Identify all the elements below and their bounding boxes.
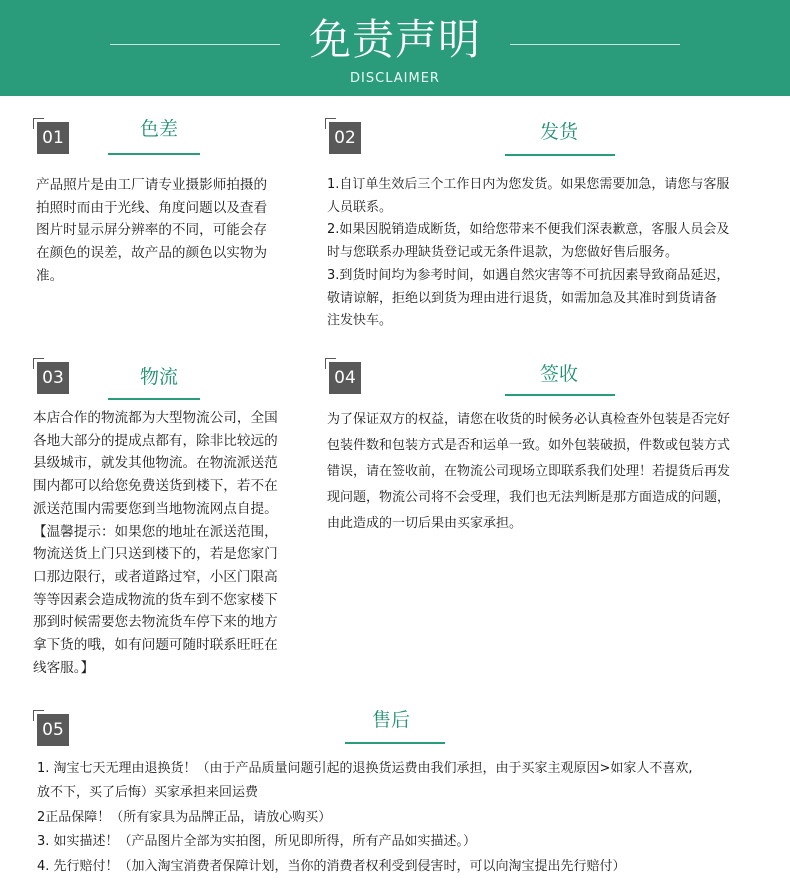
body-line: 人员联系。 [327, 199, 393, 215]
section-heading-underline [108, 153, 200, 155]
body-line: 在颜色的误差，故产品的颜色以实物为 [36, 245, 268, 262]
section-body-receipt [327, 407, 730, 537]
section-heading-logistics: 物流 [140, 366, 179, 388]
body-line: 敬请谅解，拒绝以到货为理由进行退货，如需加急及其准时到货请备 [327, 290, 718, 306]
body-line: 产品照片是由工厂请专业摄影师拍摄的 [36, 177, 268, 193]
body-line: 时与您联系办理缺货登记或无条件退款，为您做好售后服务。 [327, 245, 679, 261]
body-line: 物流送货上门只送到楼下的，若是您家门 [33, 546, 278, 563]
body-line: 2正品保障！（所有家具为品牌正品，请放心购买） [37, 809, 332, 825]
body-line: 等等因素会造成物流的货车到不您家楼下 [33, 591, 278, 608]
section-number-05: 05 [37, 714, 69, 746]
body-line: 现问题，物流公司将不会受理，我们也无法判断是那方面造成的问题， [327, 490, 731, 505]
section-number-04: 04 [329, 362, 361, 394]
body-line: 由此造成的一切后果由买家承担。 [327, 516, 523, 531]
body-line: 各地大部分的提成点都有，除非比较远的 [33, 432, 278, 449]
section-heading-underline [505, 394, 615, 396]
body-line: 错误，请在签收前，在物流公司现场立即联系我们处理！若提货后再发 [327, 464, 731, 479]
section-heading-shipping: 发货 [540, 121, 579, 143]
body-line: 4. 先行赔付！（加入淘宝消费者保障计划，当你的消费者权利受到侵害时，可以向淘宝提出先行赔付） [37, 858, 626, 874]
section-heading-color: 色差 [140, 118, 179, 140]
section-heading-underline [108, 398, 200, 400]
section-body-shipping [327, 174, 729, 333]
body-line: 注发快车。 [327, 313, 393, 329]
body-line: 包装件数和包装方式是否和运单一致。如外包装破损，件数或包装方式 [327, 438, 731, 453]
body-line: 3.到货时间均为参考时间，如遇自然灾害等不可抗因素导致商品延迟， [327, 267, 730, 283]
body-line: 本店合作的物流都为大型物流公司，全国 [33, 410, 278, 426]
body-line: 围内都可以给您免费送货到楼下，若不在 [33, 478, 278, 495]
body-line: 1.自订单生效后三个工作日内为您发货。如果您需要加急，请您与客服 [327, 177, 730, 192]
body-line: 拿下货的哦，如有问题可随时联系旺旺在 [33, 637, 278, 654]
page-subtitle: DISCLAIMER [350, 71, 440, 86]
section-number-01: 01 [37, 122, 69, 154]
body-line: 2.如果因脱销造成断货，如给您带来不便我们深表歉意，客服人员会及 [327, 222, 730, 238]
section-heading-underline [505, 154, 615, 156]
body-line: 那到时候需要您去物流货车停下来的地方 [33, 614, 278, 631]
section-body-logistics [33, 407, 278, 679]
body-line: 放不下，买了后悔）买家承担来回运费 [37, 785, 259, 801]
section-number-02: 02 [329, 122, 361, 154]
body-line: 县级城市，就发其他物流。在物流派送范 [33, 455, 278, 472]
body-line: 1. 淘宝七天无理由退换货！（由于产品质量问题引起的退换货运费由我们承担，由于买家主观原因>如家人不喜欢, [37, 761, 693, 776]
body-line: 派送范围内需要您到当地物流网点自提。 [33, 500, 278, 517]
body-line: 3. 如实描述！（产品图片全部为实拍图，所见即所得，所有产品如实描述。） [37, 834, 477, 850]
body-line: 线客服。】 [33, 659, 95, 676]
section-body-aftersales [37, 757, 693, 879]
body-line: 口那边限行，或者道路过窄，小区门限高 [33, 568, 278, 585]
body-line: 准。 [36, 267, 64, 284]
section-heading-underline [345, 742, 445, 744]
body-line: 为了保证双方的权益，请您在收货的时候务必认真检查外包装是否完好 [327, 412, 731, 427]
body-line: 拍照时而由于光线、角度问题以及查看 [36, 199, 268, 216]
section-number-03: 03 [37, 362, 69, 394]
section-heading-receipt: 签收 [540, 363, 579, 385]
header-banner [0, 0, 790, 96]
page-title: 免责声明 [308, 15, 481, 64]
section-heading-aftersales: 售后 [372, 709, 411, 731]
section-body-color [36, 174, 267, 288]
body-line: 图片时显示屏分辨率的不同，可能会存 [36, 222, 268, 239]
body-line: 【温馨提示：如果您的地址在派送范围， [33, 523, 278, 540]
